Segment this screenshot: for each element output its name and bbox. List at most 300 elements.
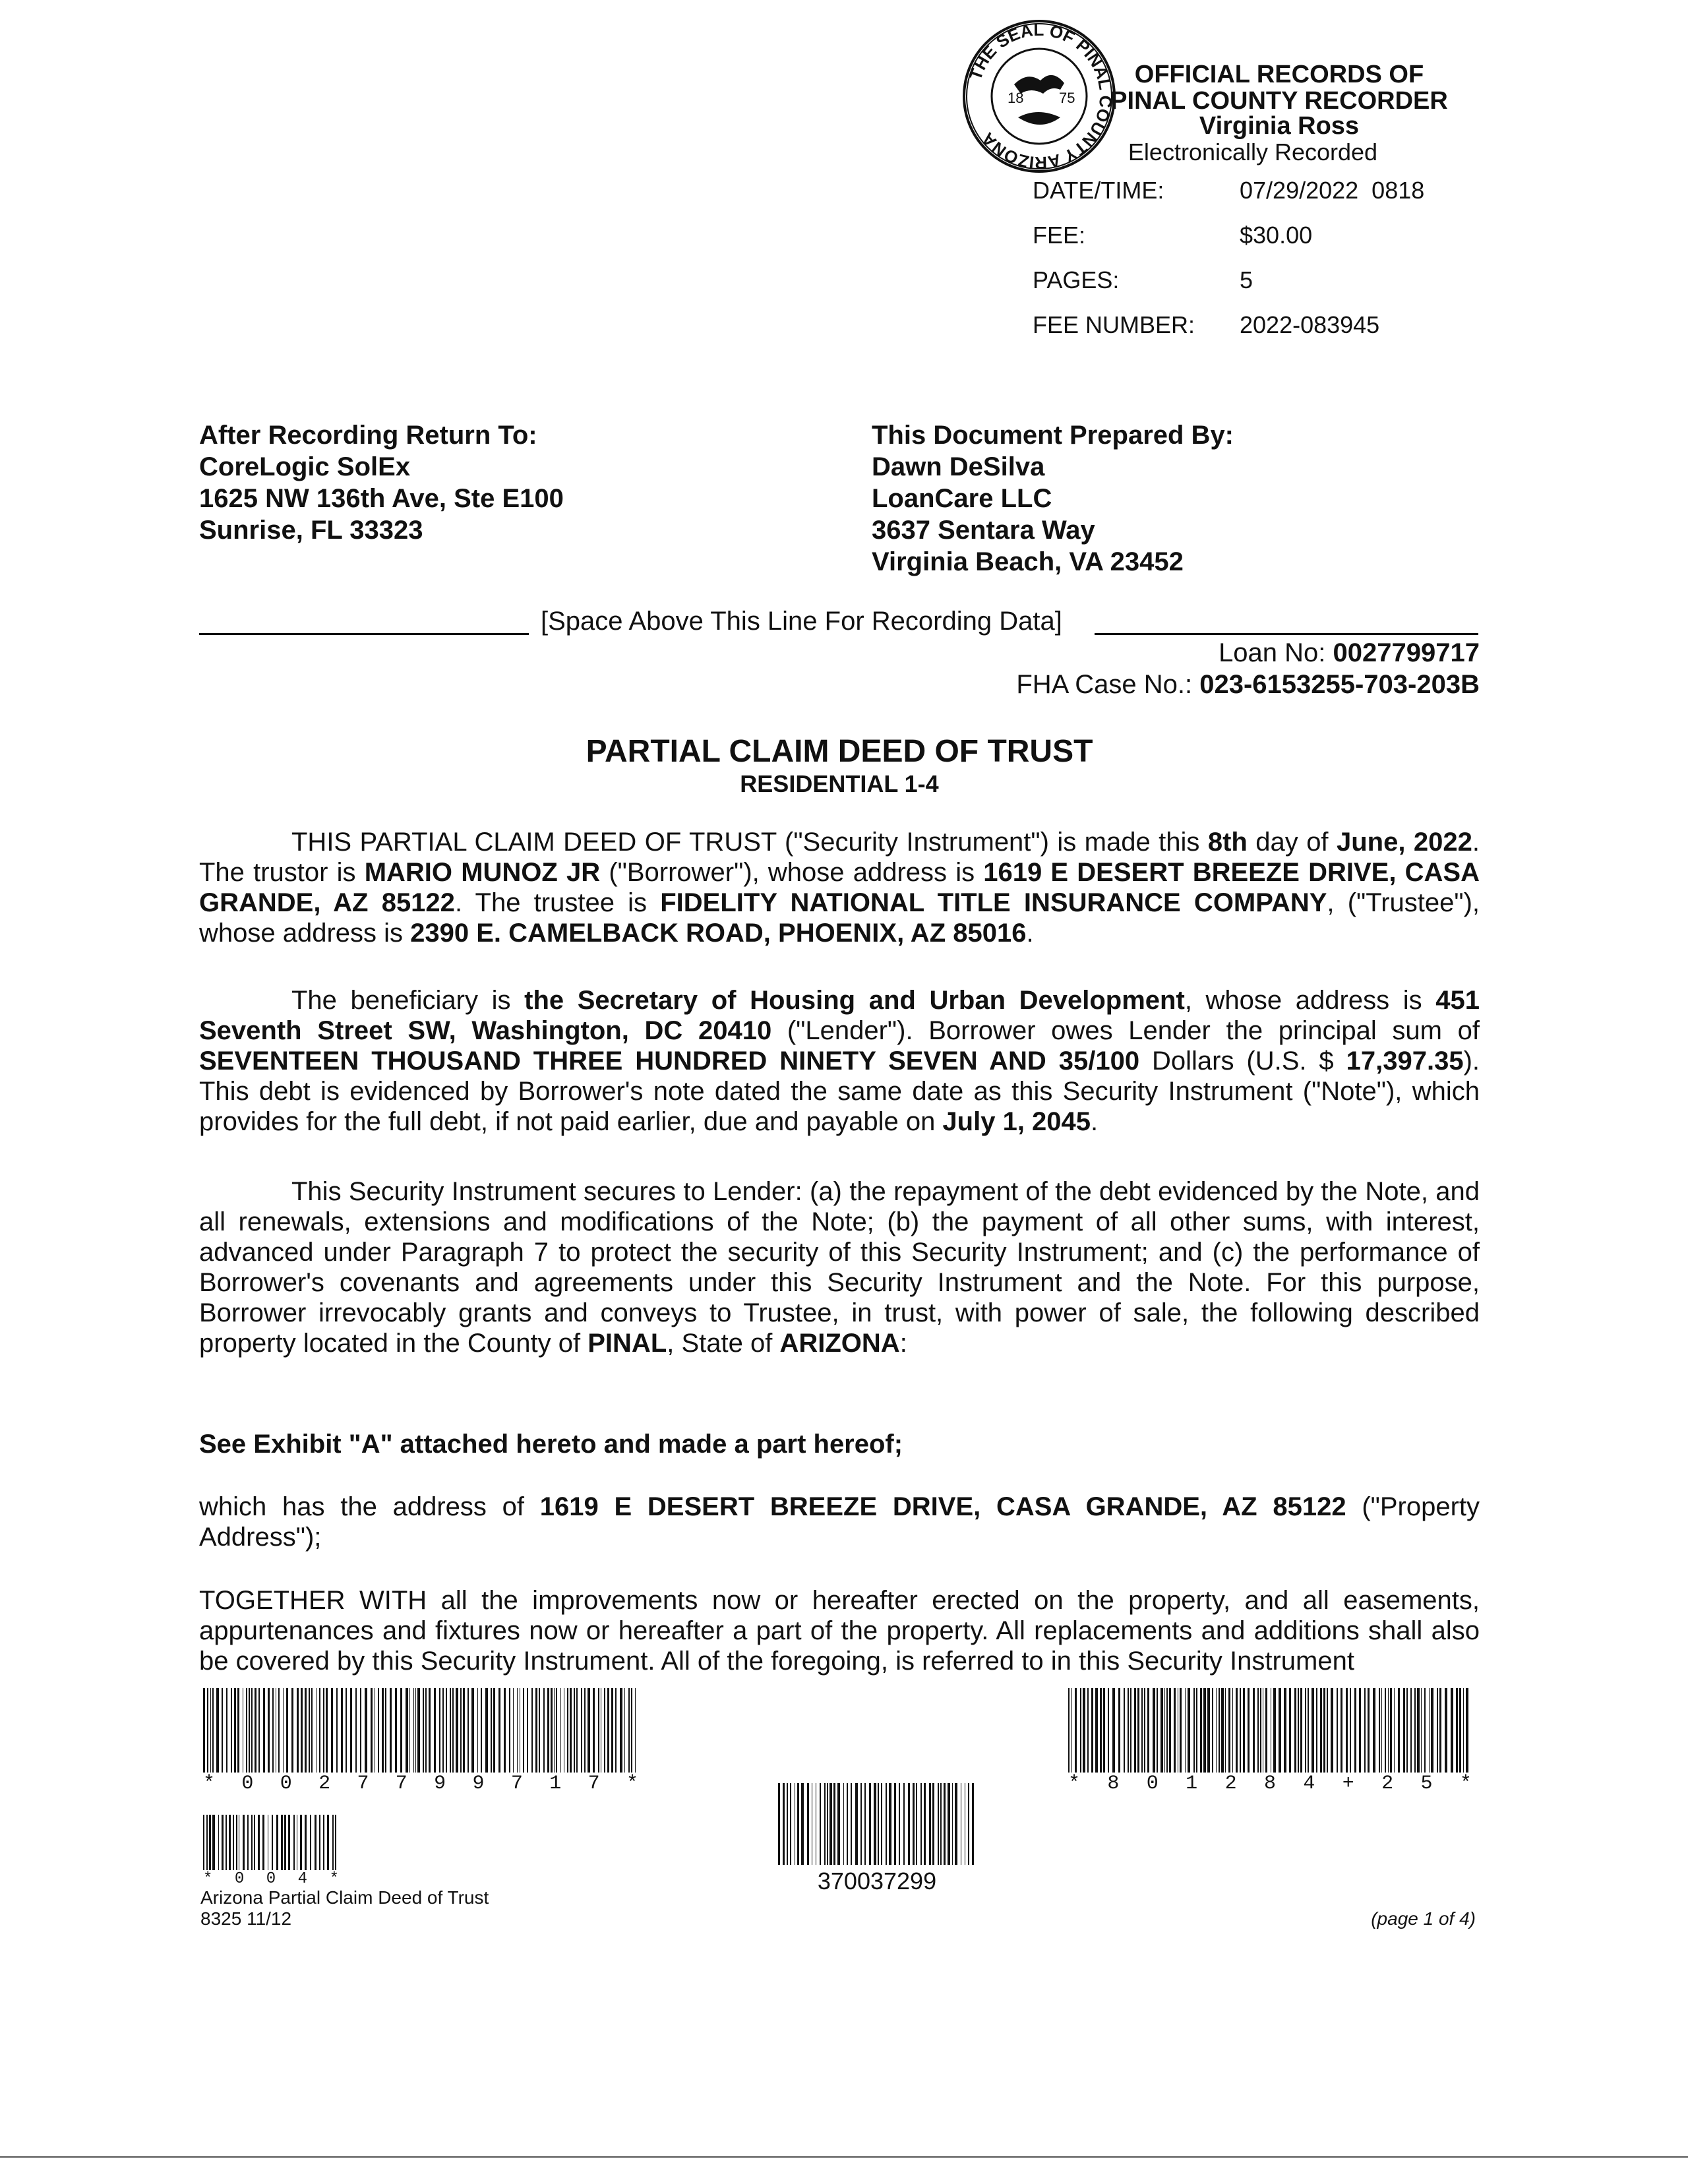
barcode-bar: [350, 1688, 352, 1773]
barcode-bar: [323, 1688, 324, 1773]
barcode-bar: [924, 1783, 926, 1865]
footer-page-number: (page 1 of 4): [1371, 1908, 1476, 1929]
barcode-bar: [824, 1783, 826, 1865]
barcode-bar: [1221, 1688, 1224, 1773]
barcode-digit: 5: [1420, 1773, 1433, 1795]
barcode-bar: [1368, 1688, 1370, 1773]
barcode-bar: [203, 1815, 204, 1870]
barcode-digit: 2: [1381, 1773, 1394, 1795]
barcode-bar: [628, 1688, 630, 1773]
barcode-bar: [371, 1688, 373, 1773]
barcode-bar: [293, 1815, 295, 1870]
return-to-heading: After Recording Return To:: [199, 421, 537, 450]
barcode-bar: [938, 1783, 940, 1865]
barcode-digit: *: [203, 1773, 216, 1795]
barcode-bar: [1388, 1688, 1389, 1773]
barcode-bar: [378, 1688, 379, 1773]
barcode-bar: [1394, 1688, 1395, 1773]
barcode-bar: [1178, 1688, 1179, 1773]
barcode-bar: [1257, 1688, 1259, 1773]
barcode-bar: [1289, 1688, 1291, 1773]
paragraph-parties: THIS PARTIAL CLAIM DEED OF TRUST ("Security Instrument") is made this 8th day of June, 2022. The trustor is MARIO MUNOZ JR ("Borrower"), whose address is 1619 E DESERT BREEZE DRIVE, CASA GRANDE, AZ 85122. The trustee is FIDELITY NATIONAL TITLE INSURANCE COMPANY, ("Trustee"), whose address is 2390 E. CAMELBACK ROAD, PHOENIX, AZ 85016.: [199, 828, 1480, 948]
barcode-bar: [843, 1783, 844, 1865]
barcode-bar: [360, 1688, 362, 1773]
fee-number-value: 2022-083945: [1240, 311, 1380, 338]
barcode-bar: [365, 1688, 367, 1773]
barcode-bar: [207, 1688, 209, 1773]
barcode-bar: [607, 1688, 609, 1773]
barcode-bar: [423, 1688, 425, 1773]
barcode-bar: [554, 1688, 555, 1773]
barcode-bar: [305, 1688, 307, 1773]
barcode-digit: 1: [549, 1773, 562, 1795]
barcode-bar: [1253, 1688, 1255, 1773]
barcode-bar: [395, 1688, 397, 1773]
barcode-bar: [222, 1815, 224, 1870]
barcode-bar: [1118, 1688, 1120, 1773]
barcode-bar: [1207, 1688, 1210, 1773]
barcode-digit: 0: [234, 1870, 245, 1888]
barcode-bar: [1216, 1688, 1217, 1773]
barcode-bar: [1390, 1688, 1391, 1773]
barcode-bar: [1421, 1688, 1422, 1773]
barcode-bar: [272, 1815, 273, 1870]
barcode-small: [203, 1815, 339, 1888]
barcode-digit: *: [329, 1870, 339, 1888]
seal-ring-text: THE SEAL OF PINAL COUNTY ARIZONA: [965, 19, 1116, 173]
barcode-bar: [258, 1688, 260, 1773]
barcode-bar: [588, 1688, 589, 1773]
barcode-bar: [203, 1688, 205, 1773]
barcode-bar: [1316, 1688, 1317, 1773]
barcode-bar: [1279, 1688, 1281, 1773]
barcode-bar: [874, 1783, 876, 1865]
barcode-bar: [336, 1688, 338, 1773]
barcode-bar: [272, 1688, 274, 1773]
barcode-digit: 7: [510, 1773, 523, 1795]
barcode-bar: [382, 1688, 384, 1773]
barcode-digit: 4: [1303, 1773, 1315, 1795]
pages-value: 5: [1240, 266, 1253, 293]
barcode-digit: 4: [297, 1870, 308, 1888]
barcode-bar: [212, 1815, 214, 1870]
barcode-bar: [1103, 1688, 1105, 1773]
barcode-right: [1068, 1688, 1472, 1795]
barcode-bar: [409, 1688, 410, 1773]
barcode-bar: [1294, 1688, 1296, 1773]
barcode-bar: [1398, 1688, 1400, 1773]
paragraph-beneficiary: The beneficiary is the Secretary of Housing and Urban Development, whose address is 451 Seventh Street SW, Washington, DC 20410 ("Lender"). Borrower owes Lender the principal sum of SEVENTEEN THOUSAND THREE HUNDRED NINETY SEVEN AND 35/100 Dollars (U.S. $ 17,397.35). This debt is evidenced by Borrower's note dated the same date as this Security Instrument ("Note"), which provides for the full debt, if not paid earlier, due and payable on July 1, 2045.: [199, 986, 1480, 1136]
barcode-bar: [300, 1815, 302, 1870]
barcode-bar: [263, 1688, 265, 1773]
document-title: PARTIAL CLAIM DEED OF TRUST: [586, 734, 1093, 769]
barcode-bar: [355, 1688, 357, 1773]
barcode-bar: [837, 1783, 839, 1865]
barcode-bar: [1429, 1688, 1430, 1773]
barcode-bar: [301, 1688, 303, 1773]
barcode-bar: [551, 1688, 553, 1773]
barcode-bar: [543, 1688, 545, 1773]
barcode-bar: [611, 1688, 613, 1773]
barcode-digit: 8: [1263, 1773, 1276, 1795]
barcode-bar: [513, 1688, 514, 1773]
barcode-digit: 9: [434, 1773, 446, 1795]
barcode-bar: [417, 1688, 419, 1773]
barcode-bar: [847, 1783, 848, 1865]
barcode-bars: [1068, 1688, 1472, 1773]
barcode-bar: [864, 1783, 866, 1865]
barcode-bar: [1087, 1688, 1089, 1773]
barcode-bar: [829, 1783, 831, 1865]
barcode-bar: [425, 1688, 427, 1773]
barcode-bar: [450, 1688, 451, 1773]
barcode-bar: [1240, 1688, 1241, 1773]
barcode-bar: [326, 1688, 328, 1773]
barcode-bar: [940, 1783, 941, 1865]
prepared-by-heading: This Document Prepared By:: [872, 421, 1234, 450]
barcode-bar: [1439, 1688, 1442, 1773]
barcode-bar: [491, 1688, 492, 1773]
barcode-bar: [504, 1688, 506, 1773]
barcode-bar: [216, 1688, 218, 1773]
recorder-office-line1: OFFICIAL RECORDS OF: [1134, 61, 1424, 88]
barcode-bar: [434, 1688, 436, 1773]
barcode-bar: [332, 1815, 334, 1870]
barcode-bar: [1463, 1688, 1464, 1773]
barcode-bar: [477, 1688, 478, 1773]
barcode-bar: [439, 1688, 440, 1773]
barcode-bar: [481, 1688, 483, 1773]
barcode-bar: [297, 1688, 299, 1773]
barcode-bar: [560, 1688, 561, 1773]
exhibit-reference: See Exhibit "A" attached hereto and made a part hereof;: [199, 1430, 903, 1459]
barcode-digit: 9: [472, 1773, 485, 1795]
barcode-bar: [604, 1688, 605, 1773]
barcode-bar: [1308, 1688, 1309, 1773]
barcode-bar: [1100, 1688, 1102, 1773]
barcode-bar: [460, 1688, 462, 1773]
barcode-bar: [778, 1783, 780, 1865]
barcode-bar: [209, 1815, 211, 1870]
barcode-bar: [1271, 1688, 1272, 1773]
barcode-bar: [1108, 1688, 1109, 1773]
barcode-bar: [1320, 1688, 1322, 1773]
prepared-by-line: 3637 Sentara Way: [872, 516, 1095, 545]
barcode-bars: [203, 1815, 339, 1870]
barcode-bar: [341, 1688, 343, 1773]
barcode-bar: [305, 1815, 306, 1870]
barcode-bar: [635, 1688, 636, 1773]
barcode-bar: [1157, 1688, 1158, 1773]
barcode-bar: [1381, 1688, 1383, 1773]
barcode-bar: [1331, 1688, 1333, 1773]
recording-method: Electronically Recorded: [1128, 138, 1378, 166]
recorder-office-line2: PINAL COUNTY RECORDER: [1110, 87, 1448, 115]
barcode-bar: [932, 1783, 934, 1865]
barcode-bar: [570, 1688, 572, 1773]
barcode-bar: [1451, 1688, 1453, 1773]
barcode-bar: [833, 1783, 835, 1865]
barcode-bar: [1134, 1688, 1136, 1773]
barcode-bar: [276, 1815, 278, 1870]
barcode-bar: [243, 1815, 244, 1870]
barcode-bar: [1243, 1688, 1245, 1773]
barcode-digit: *: [626, 1773, 638, 1795]
barcode-bar: [231, 1688, 233, 1773]
barcode-bar: [1164, 1688, 1166, 1773]
barcode-bar: [268, 1688, 270, 1773]
barcode-bar: [1341, 1688, 1342, 1773]
barcode-digit: 0: [280, 1773, 292, 1795]
barcode-bar: [1350, 1688, 1351, 1773]
barcode-bar: [624, 1688, 625, 1773]
barcode-bar: [442, 1688, 444, 1773]
barcode-bar: [1437, 1688, 1438, 1773]
barcode-bar: [1311, 1688, 1314, 1773]
space-above-line-text: [Space Above This Line For Recording Data]: [541, 607, 1062, 636]
barcode-bar: [916, 1783, 917, 1865]
barcode-bar: [1263, 1688, 1264, 1773]
barcode-bar: [218, 1815, 220, 1870]
barcode-bar: [319, 1815, 320, 1870]
barcode-bar: [1414, 1688, 1416, 1773]
barcode-bar: [886, 1783, 887, 1865]
barcode-bar: [1424, 1688, 1426, 1773]
barcode-bars: [203, 1688, 638, 1773]
document-subtitle: RESIDENTIAL 1-4: [740, 770, 939, 797]
barcode-bar: [908, 1783, 910, 1865]
barcode-bar: [1260, 1688, 1261, 1773]
barcode-bar: [1232, 1688, 1234, 1773]
barcode-bar: [1417, 1688, 1420, 1773]
barcode-bar: [255, 1688, 256, 1773]
barcode-digit: 0: [241, 1773, 254, 1795]
barcode-bar: [1456, 1688, 1458, 1773]
barcode-bar: [903, 1783, 905, 1865]
barcode-bar: [331, 1688, 333, 1773]
barcode-digit: 7: [395, 1773, 407, 1795]
recording-line-left: [199, 633, 529, 635]
barcode-digit: 7: [588, 1773, 600, 1795]
barcode-bar: [1196, 1688, 1197, 1773]
barcode-bar: [400, 1688, 402, 1773]
barcode-bar: [1466, 1688, 1468, 1773]
barcode-bar: [1359, 1688, 1361, 1773]
barcode-bar: [878, 1783, 879, 1865]
barcode-bar: [574, 1688, 576, 1773]
barcode-bar: [284, 1815, 286, 1870]
barcode-bar: [291, 1688, 293, 1773]
barcode-bar: [452, 1688, 454, 1773]
barcode-bar: [576, 1688, 578, 1773]
barcode-digit: *: [1068, 1773, 1081, 1795]
barcode-bar: [1193, 1688, 1195, 1773]
barcode-bar: [315, 1815, 316, 1870]
barcode-bar: [527, 1688, 528, 1773]
barcode-bar: [281, 1815, 282, 1870]
barcode-bar: [239, 1815, 240, 1870]
barcode-bar: [233, 1815, 234, 1870]
barcode-bar: [229, 1815, 231, 1870]
barcode-bar: [1459, 1688, 1461, 1773]
barcode-bar: [556, 1688, 557, 1773]
barcode-bar: [1410, 1688, 1412, 1773]
prepared-by-line: Virginia Beach, VA 23452: [872, 547, 1184, 576]
fha-case-value: 023-6153255-703-203B: [1199, 670, 1480, 699]
barcode-bar: [210, 1688, 211, 1773]
barcode-bar: [346, 1688, 347, 1773]
barcode-bar: [251, 1815, 253, 1870]
barcode-bar: [631, 1688, 632, 1773]
barcode-digit: 1: [1186, 1773, 1198, 1795]
barcode-bar: [1273, 1688, 1276, 1773]
barcode-bar: [509, 1688, 510, 1773]
barcode-bar: [1188, 1688, 1190, 1773]
barcode-bar: [258, 1815, 259, 1870]
barcode-bar: [1080, 1688, 1081, 1773]
barcode-bar: [889, 1783, 891, 1865]
barcode-bar: [615, 1688, 617, 1773]
barcode-digit: 2: [1224, 1773, 1237, 1795]
barcode-bar: [913, 1783, 915, 1865]
return-to-line: 1625 NW 136th Ave, Ste E100: [199, 484, 564, 513]
barcode-bar: [237, 1688, 239, 1773]
loan-number-label: Loan No:: [1219, 638, 1333, 667]
barcode-bar: [944, 1783, 946, 1865]
barcode-bar: [1248, 1688, 1250, 1773]
barcode-bar: [1431, 1688, 1433, 1773]
barcode-bar: [581, 1688, 582, 1773]
barcode-bar: [1075, 1688, 1077, 1773]
barcode-bar: [1141, 1688, 1143, 1773]
barcode-bar: [310, 1815, 311, 1870]
barcode-bar: [881, 1783, 883, 1865]
pages-label: PAGES:: [1033, 266, 1120, 293]
barcode-bar: [1180, 1688, 1181, 1773]
barcode-bar: [288, 1815, 289, 1870]
barcode-bar: [860, 1783, 862, 1865]
barcode-bar: [1379, 1688, 1380, 1773]
loan-number-value: 0027799717: [1333, 638, 1480, 667]
paragraph-together-with: TOGETHER WITH all the improvements now or hereafter erected on the property, and all easements, appurtenances and fixtures now or hereafter a part of the property. All replacements and additions shall also be covered by this Security Instrument. All of the foregoing, is referred to in this Security Instrument: [199, 1586, 1480, 1676]
barcode-bar: [1284, 1688, 1286, 1773]
barcode-bar: [311, 1688, 313, 1773]
prepared-by-block: [872, 419, 1234, 578]
barcode-bar: [1228, 1688, 1230, 1773]
barcode-bar: [567, 1688, 568, 1773]
footer-form-name: Arizona Partial Claim Deed of Trust: [200, 1887, 489, 1908]
barcode-bar: [1124, 1688, 1125, 1773]
barcode-bar: [206, 1815, 208, 1870]
barcode-bar: [920, 1783, 922, 1865]
barcode-bar: [797, 1783, 799, 1865]
return-to-block: [199, 419, 564, 546]
barcode-bar: [598, 1688, 599, 1773]
barcode-bar: [535, 1688, 537, 1773]
barcode-digit: 7: [357, 1773, 369, 1795]
barcode-bar: [1112, 1688, 1115, 1773]
barcode-bar: [1323, 1688, 1325, 1773]
barcode-bar: [1445, 1688, 1447, 1773]
barcode-digit: +: [1342, 1773, 1354, 1795]
barcode-bar: [807, 1783, 809, 1865]
barcode-bar: [1147, 1688, 1149, 1773]
barcode-bar: [827, 1783, 828, 1865]
barcode-bar: [1219, 1688, 1220, 1773]
fha-case-number: [791, 670, 1480, 700]
barcode-bar: [1130, 1688, 1131, 1773]
barcode-bar: [620, 1688, 622, 1773]
barcode-bar: [929, 1783, 931, 1865]
barcode-bars: [778, 1783, 976, 1865]
barcode-left-digits: [203, 1773, 638, 1795]
barcode-bar: [1144, 1688, 1145, 1773]
barcode-bar: [1305, 1688, 1306, 1773]
paragraph-security: This Security Instrument secures to Lender: (a) the repayment of the debt evidenced by the Note, and all renewals, extensions and modifications of the Note; (b) the payment of all other sums, with interest, advanced under Paragraph 7 to protect the security of this Security Instrument; and (c) the performance of Borrower's covenants and agreements under this Security Instrument and the Note. For this purpose, Borrower irrevocably grants and conveys to Trustee, in trust, with power of sale, the following described property located in the County of PINAL, State of ARIZONA:: [199, 1177, 1480, 1358]
barcode-bar: [531, 1688, 533, 1773]
return-to-line: CoreLogic SolEx: [199, 452, 411, 481]
barcode-bar: [278, 1688, 279, 1773]
barcode-bar: [1200, 1688, 1202, 1773]
barcode-bar: [236, 1815, 237, 1870]
barcode-bar: [429, 1688, 431, 1773]
barcode-right-digits: [1068, 1773, 1472, 1795]
barcode-bar: [1174, 1688, 1175, 1773]
barcode-bar: [1083, 1688, 1085, 1773]
scan-edge-line: [0, 2156, 1688, 2158]
prepared-by-line: LoanCare LLC: [872, 484, 1052, 513]
barcode-digit: 0: [266, 1870, 276, 1888]
barcode-bar: [790, 1783, 791, 1865]
loan-number: [791, 638, 1480, 668]
barcode-bar: [955, 1783, 957, 1865]
barcode-bar: [869, 1783, 871, 1865]
barcode-bar: [1373, 1688, 1375, 1773]
barcode-bar: [467, 1688, 469, 1773]
barcode-bar: [283, 1688, 284, 1773]
barcode-bar: [212, 1688, 214, 1773]
barcode-bar: [783, 1783, 785, 1865]
fee-number-label: FEE NUMBER:: [1033, 311, 1195, 338]
barcode-bar: [851, 1783, 852, 1865]
barcode-bar: [1236, 1688, 1237, 1773]
date-time-label: DATE/TIME:: [1033, 177, 1164, 204]
barcode-bar: [1095, 1688, 1098, 1773]
barcode-bar: [584, 1688, 586, 1773]
barcode-bar: [523, 1688, 524, 1773]
barcode-bar: [952, 1783, 953, 1865]
barcode-digit: 8: [1107, 1773, 1120, 1795]
barcode-bar: [247, 1815, 249, 1870]
barcode-bar: [463, 1688, 465, 1773]
barcode-bar: [1225, 1688, 1226, 1773]
barcode-bar: [1160, 1688, 1163, 1773]
barcode-bar: [493, 1688, 495, 1773]
barcode-bar: [972, 1783, 974, 1865]
barcode-bar: [254, 1815, 255, 1870]
barcode-bar: [456, 1688, 458, 1773]
barcode-bar: [327, 1815, 329, 1870]
barcode-bar: [1166, 1688, 1168, 1773]
barcode-bar: [335, 1815, 336, 1870]
barcode-left: [203, 1688, 638, 1795]
barcode-bar: [286, 1688, 288, 1773]
barcode-bar: [1212, 1688, 1213, 1773]
barcode-bar: [801, 1783, 803, 1865]
barcode-bar: [413, 1688, 414, 1773]
barcode-bar: [1406, 1688, 1408, 1773]
barcode-bar: [222, 1688, 224, 1773]
